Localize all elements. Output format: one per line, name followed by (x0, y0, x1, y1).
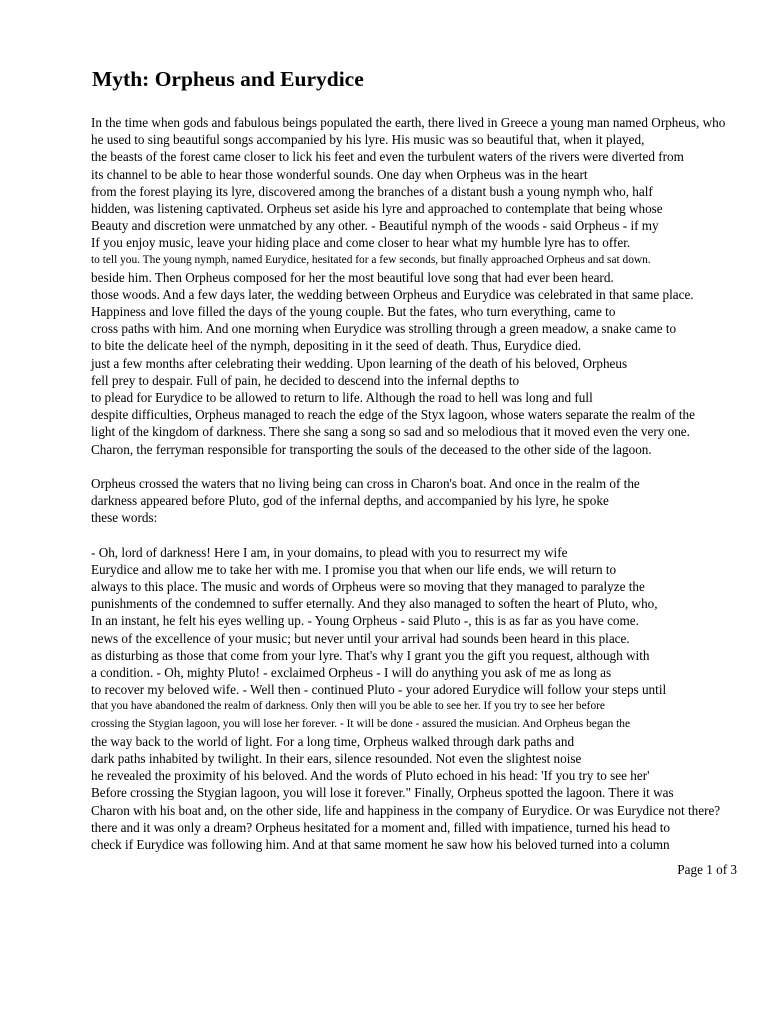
text-line: the way back to the world of light. For a long time, Orpheus walked through dark paths and (91, 733, 575, 749)
text-line: just a few months after celebrating their wedding. Upon learning of the death of his beloved, Orpheus (91, 355, 628, 371)
text-line: crossing the Stygian lagoon, you will lose her forever. - It will be done - assured the musician. And Orpheus began the (91, 717, 631, 730)
text-line: check if Eurydice was following him. And at that same moment he saw how his beloved turned into a column (91, 836, 670, 852)
text-line: cross paths with him. And one morning when Eurydice was strolling through a green meadow, a snake came to (91, 321, 677, 337)
page-number: Page 1 of 3 (677, 862, 737, 877)
text-line: always to this place. The music and words of Orpheus were so moving that they managed to paralyze the (91, 579, 645, 595)
text-line: Orpheus crossed the waters that no living being can cross in Charon's boat. And once in the realm of the (91, 475, 640, 491)
text-line: Beauty and discretion were unmatched by any other. - Beautiful nymph of the woods - said Orpheus - if my (91, 218, 659, 234)
document-body (91, 114, 766, 853)
text-line: light of the kingdom of darkness. There she sang a song so sad and so melodious that it moved even the very one. (91, 424, 690, 440)
text-line: darkness appeared before Pluto, god of the infernal depths, and accompanied by his lyre, he spoke (91, 493, 609, 509)
text-line: these words: (91, 510, 158, 526)
text-line: - Oh, lord of darkness! Here I am, in your domains, to plead with you to resurrect my wife (91, 544, 568, 560)
paragraph-gap (91, 527, 766, 544)
text-line: fell prey to despair. Full of pain, he decided to descend into the infernal depths to (91, 372, 520, 388)
text-line: that you have abandoned the realm of darkness. Only then will you be able to see her. If you try to see her before (91, 700, 605, 713)
text-line: Happiness and love filled the days of the young couple. But the fates, who turn everything, came to (91, 304, 616, 320)
text-line: Charon, the ferryman responsible for transporting the souls of the deceased to the other side of the lagoon. (91, 441, 652, 457)
text-line: he used to sing beautiful songs accompanied by his lyre. His music was so beautiful that, when it played, (91, 132, 645, 148)
text-line: despite difficulties, Orpheus managed to reach the edge of the Styx lagoon, whose waters separate the realm of the (91, 407, 695, 423)
text-line: If you enjoy music, leave your hiding place and come closer to hear what my humble lyre has to offer. (91, 235, 631, 251)
document-title: Myth: Orpheus and Eurydice (92, 67, 364, 91)
text-line: the beasts of the forest came closer to lick his feet and even the turbulent waters of the rivers were diverted from (91, 149, 684, 165)
text-line: from the forest playing its lyre, discovered among the branches of a distant bush a young nymph who, half (91, 183, 653, 199)
text-line: Before crossing the Stygian lagoon, you will lose it forever." Finally, Orpheus spotted the lagoon. There it was (91, 785, 674, 801)
text-line: a condition. - Oh, mighty Pluto! - exclaimed Orpheus - I will do anything you ask of me as long as (91, 665, 612, 680)
text-line: its channel to be able to hear those wonderful sounds. One day when Orpheus was in the heart (91, 166, 588, 182)
text-line: dark paths inhabited by twilight. In their ears, silence resounded. Not even the slightest noise (91, 750, 582, 766)
paragraph-gap (91, 458, 766, 475)
text-line: news of the excellence of your music; but never until your arrival had sounds been heard in this place. (91, 630, 630, 646)
text-line: to recover my beloved wife. - Well then - continued Pluto - your adored Eurydice will follow your steps until (91, 682, 667, 698)
text-line: those woods. And a few days later, the wedding between Orpheus and Eurydice was celebrated in that same place. (91, 286, 694, 302)
text-line: to tell you. The young nymph, named Eurydice, hesitated for a few seconds, but finally approached Orpheus and sat down. (91, 253, 651, 266)
text-line: hidden, was listening captivated. Orpheus set aside his lyre and approached to contemplate that being whose (91, 200, 663, 216)
text-line: In the time when gods and fabulous beings populated the earth, there lived in Greece a young man named Orpheus, who (91, 115, 726, 130)
text-line: he revealed the proximity of his beloved. And the words of Pluto echoed in his head: 'If you try to see her' (91, 768, 650, 784)
text-line: punishments of the condemned to suffer eternally. And they also managed to soften the heart of Pluto, who, (91, 596, 658, 612)
text-line: as disturbing as those that come from your lyre. That's why I grant you the gift you request, although with (91, 647, 650, 663)
text-line: In an instant, he felt his eyes welling up. - Young Orpheus - said Pluto -, this is as far as you have come. (91, 613, 639, 629)
text-line: to bite the delicate heel of the nymph, depositing in it the seed of death. Thus, Eurydice died. (91, 338, 582, 354)
text-line: to plead for Eurydice to be allowed to return to life. Although the road to hell was long and full (91, 390, 593, 405)
text-line: Charon with his boat and, on the other side, life and happiness in the company of Eurydice. Or was Eurydice not there? (91, 802, 721, 818)
text-line: Eurydice and allow me to take her with me. I promise you that when our life ends, we will return to (91, 561, 617, 577)
text-line: there and it was only a dream? Orpheus hesitated for a moment and, filled with impatience, turned his head to (91, 819, 670, 835)
text-line: beside him. Then Orpheus composed for her the most beautiful love song that had ever been heard. (91, 269, 614, 285)
